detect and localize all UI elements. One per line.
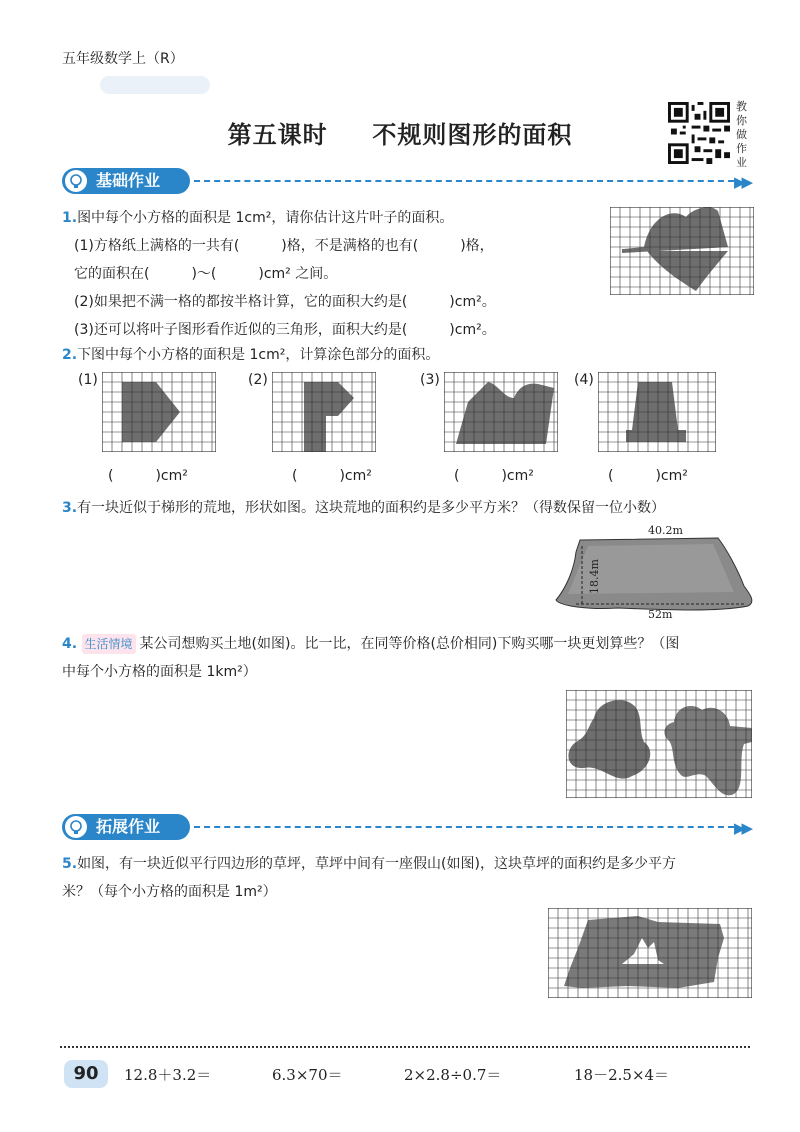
q1-part3: (3)还可以将叶子图形看作近似的三角形，面积大约是( )cm²。	[74, 322, 496, 338]
section-basic-pill	[62, 168, 190, 194]
calc-3: 2×2.8÷0.7＝	[404, 1066, 502, 1084]
q3-text: 有一块近似于梯形的荒地，形状如图。这块荒地的面积约是多少平方米？（得数保留一位小数）	[77, 500, 666, 516]
section-extended-label: 拓展作业	[96, 817, 161, 836]
calc-2: 6.3×70＝	[272, 1066, 343, 1084]
lesson-title: 不规则图形的面积	[372, 121, 573, 149]
q3-number: 3.	[62, 500, 78, 516]
q2-answer-1: ( )cm²	[108, 468, 188, 484]
q1-part1b: 它的面积在( )～( )cm² 之间。	[74, 266, 338, 282]
question-5	[62, 854, 762, 902]
calc-1: 12.8＋3.2＝	[124, 1066, 212, 1084]
lesson-number: 第五课时	[227, 121, 328, 149]
q1-part1a: (1)方格纸上满格的一共有( )格，不是满格的也有( )格，	[74, 238, 494, 254]
wasteland-figure	[548, 520, 758, 624]
book-title: 五年级数学上（R）	[62, 51, 184, 67]
qr-code-icon[interactable]	[668, 102, 730, 164]
q2-figure-4	[598, 372, 716, 452]
q2-figure-3	[444, 372, 558, 452]
double-arrow-icon: ▶▶	[734, 819, 750, 837]
q2-figure-2	[272, 372, 376, 452]
question-3	[62, 498, 762, 518]
q2-label-4: (4)	[574, 372, 594, 388]
decorative-smudge	[100, 76, 210, 94]
q2-label-2: (2)	[248, 372, 268, 388]
q5-text-b: 米？（每个小方格的面积是 1m²）	[62, 884, 277, 900]
leaf-figure	[610, 207, 754, 295]
q5-number: 5.	[62, 856, 78, 872]
lawn-figure	[548, 908, 752, 998]
calc-4: 18－2.5×4＝	[574, 1066, 670, 1084]
q4-tag: 生活情境	[82, 634, 136, 654]
question-2	[62, 345, 439, 365]
q2-answer-4: ( )cm²	[608, 468, 688, 484]
divider	[194, 180, 734, 182]
q4-text-b: 中每个小方格的面积是 1km²）	[62, 664, 257, 680]
q2-figure-1	[102, 372, 216, 452]
q4-number: 4.	[62, 636, 78, 652]
q5-text-a: 如图，有一块近似平行四边形的草坪，草坪中间有一座假山(如图)，这块草坪的面积约是多少平方	[77, 856, 676, 872]
section-extended-pill	[62, 814, 190, 840]
page-number: 90	[64, 1060, 108, 1088]
q1-part2: (2)如果把不满一格的都按半格计算，它的面积大约是( )cm²。	[74, 294, 496, 310]
footer-divider	[60, 1046, 750, 1048]
q1-number: 1.	[62, 210, 78, 226]
section-extended-header	[62, 814, 752, 840]
q2-number: 2.	[62, 347, 78, 363]
question-1	[62, 208, 602, 340]
question-4	[62, 634, 762, 682]
double-arrow-icon: ▶▶	[734, 173, 750, 191]
qr-label: 教你做作业	[736, 100, 747, 169]
q3-top-label: 40.2m	[648, 524, 683, 537]
q2-text: 下图中每个小方格的面积是 1cm²，计算涂色部分的面积。	[77, 347, 440, 363]
section-basic-label: 基础作业	[96, 171, 161, 190]
q4-text-a: 某公司想购买土地(如图)。比一比，在同等价格(总价相同)下购买哪一块更划算些？（图	[139, 636, 680, 652]
lightbulb-icon	[65, 170, 87, 192]
q3-bottom-label: 52m	[648, 608, 673, 620]
section-basic-header	[62, 168, 752, 194]
q2-answer-2: ( )cm²	[292, 468, 372, 484]
q1-text: 图中每个小方格的面积是 1cm²，请你估计这片叶子的面积。	[77, 210, 454, 226]
lightbulb-icon	[65, 816, 87, 838]
divider	[194, 826, 734, 828]
q2-answer-3: ( )cm²	[454, 468, 534, 484]
q2-label-1: (1)	[78, 372, 98, 388]
q2-label-3: (3)	[420, 372, 440, 388]
land-figure	[566, 690, 752, 798]
q3-height-label: 18.4m	[588, 559, 601, 594]
